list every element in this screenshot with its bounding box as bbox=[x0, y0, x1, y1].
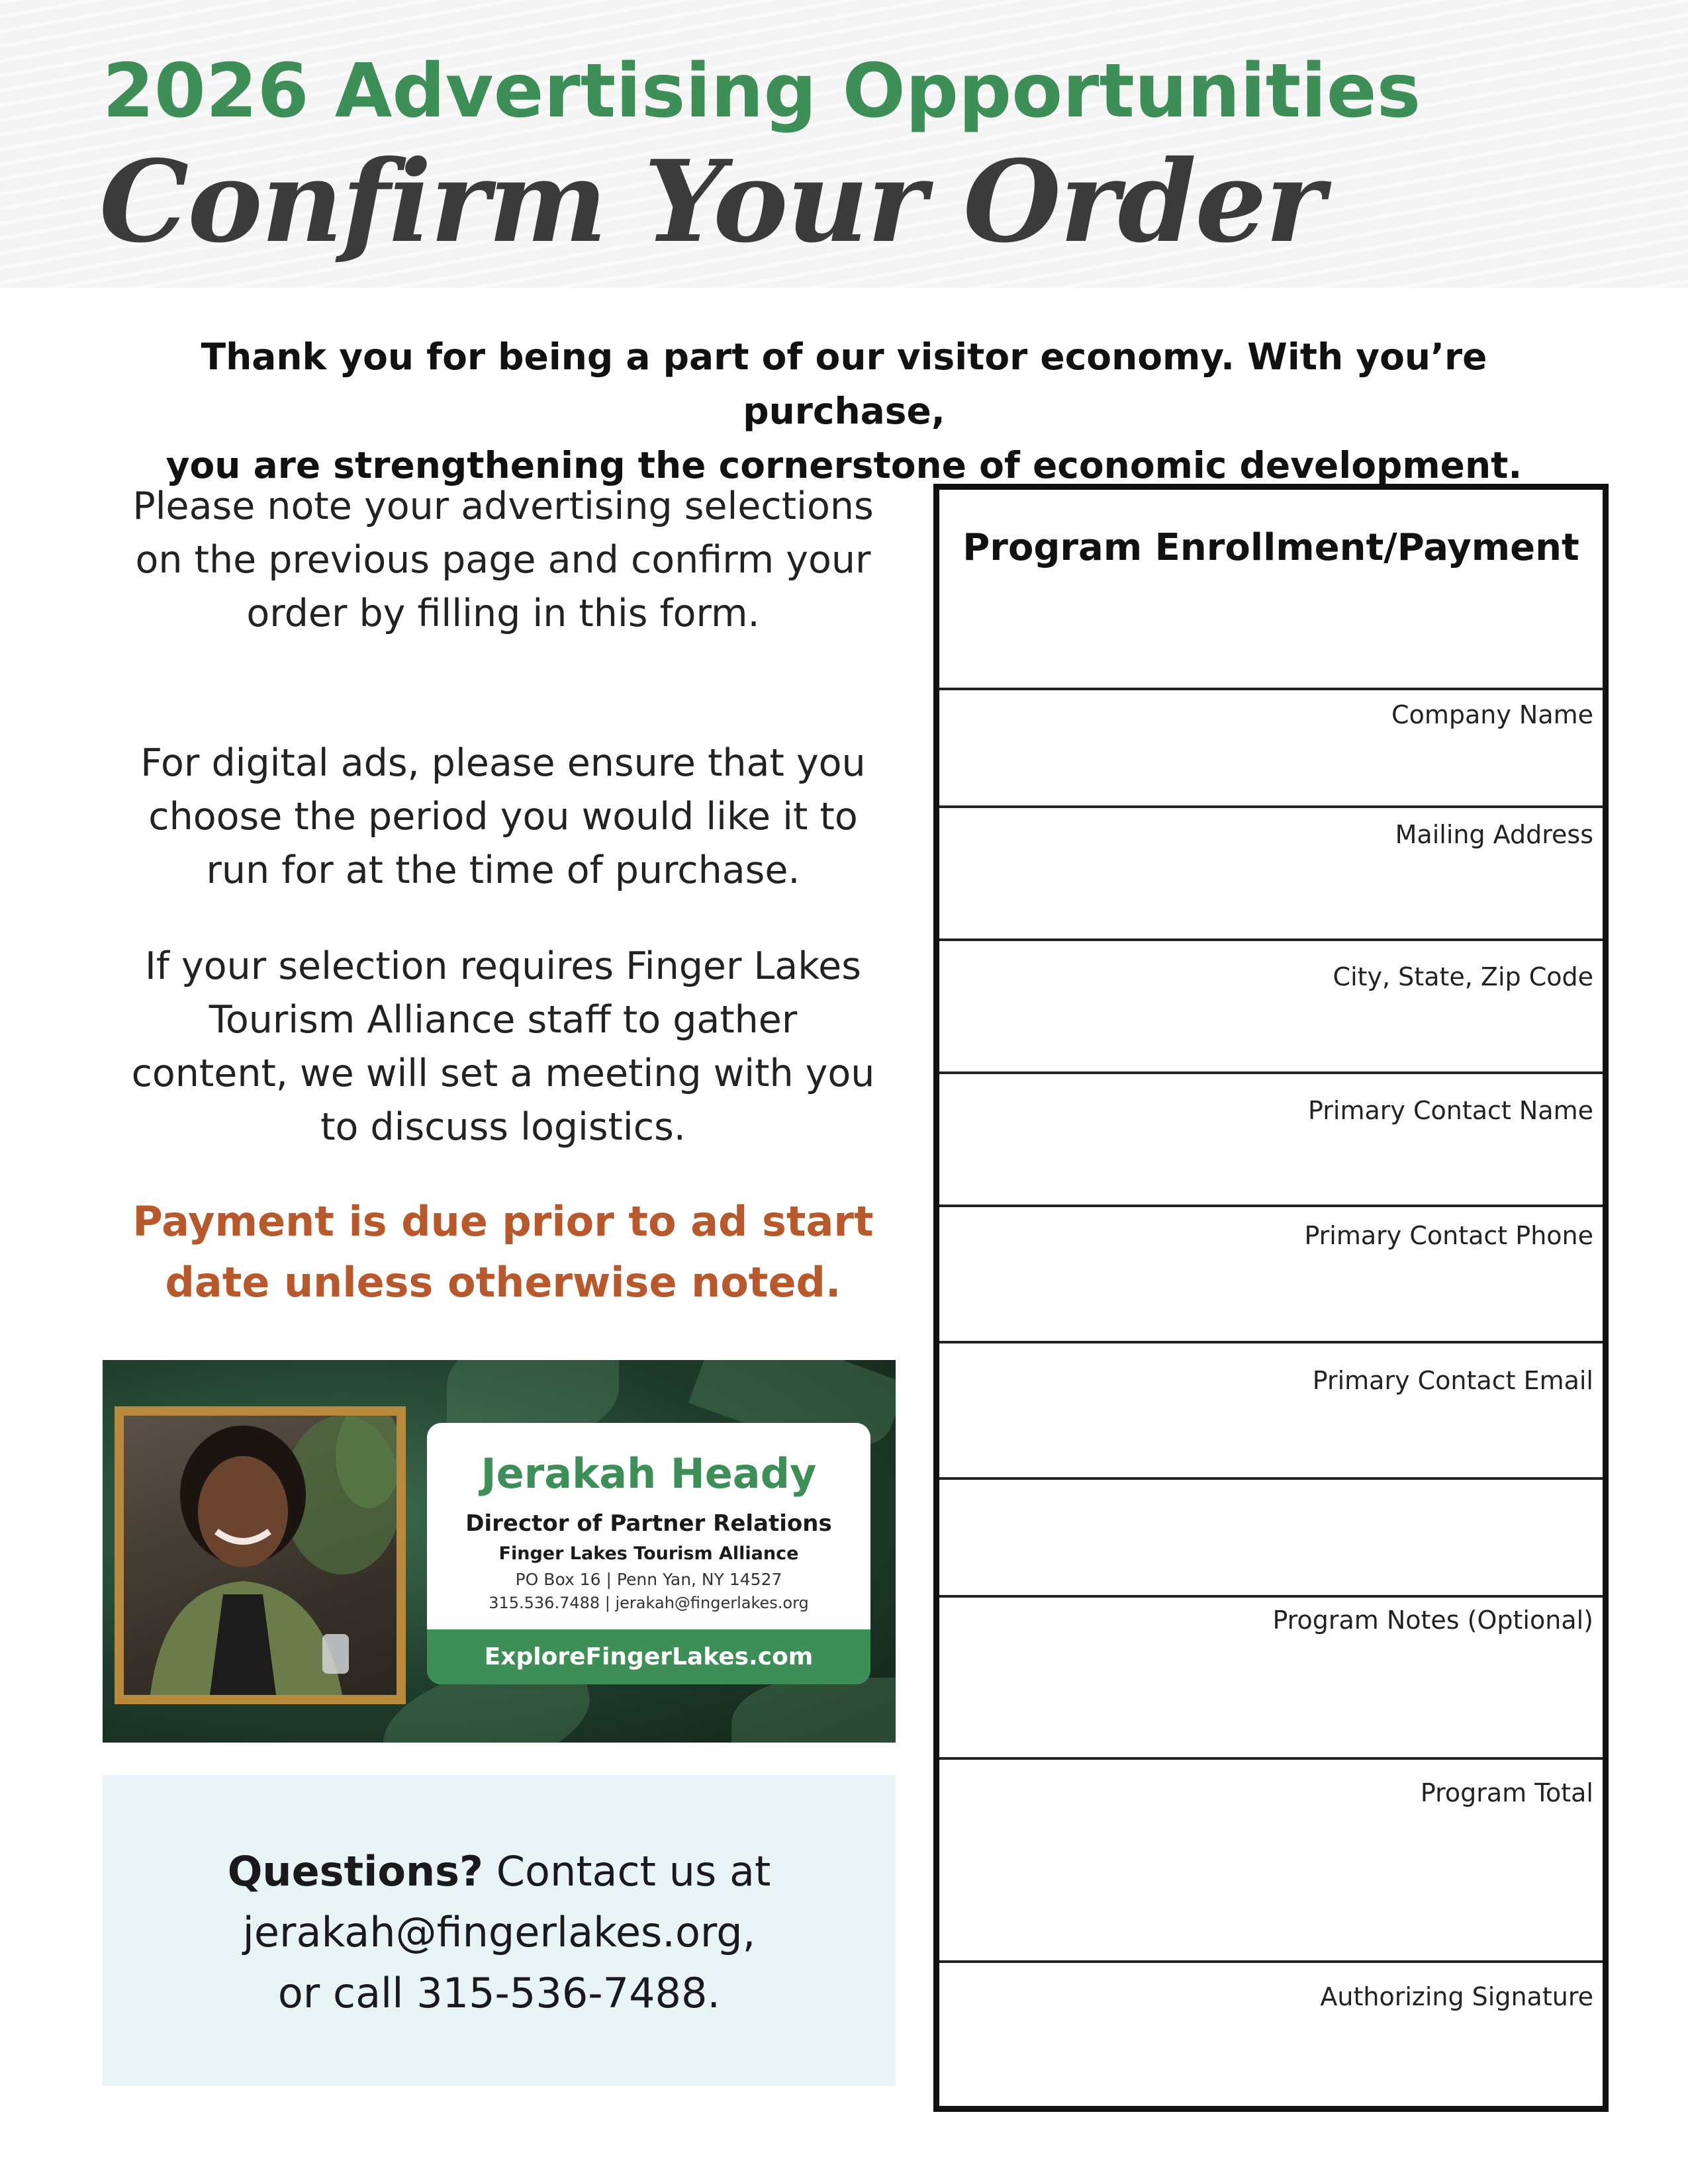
form-field-mailing-address[interactable]: Mailing Address bbox=[1395, 820, 1593, 849]
form-title: Program Enrollment/Payment bbox=[962, 526, 1579, 569]
questions-lead: Questions? bbox=[227, 1847, 484, 1895]
form-field-primary-contact-phone[interactable]: Primary Contact Phone bbox=[1304, 1221, 1593, 1250]
enrollment-form bbox=[933, 484, 1609, 2112]
contact-phone-email: 315.536.7488 | jerakah@fingerlakes.org bbox=[489, 1594, 809, 1612]
instructions-text: For digital ads, please ensure that you choose the period you would like it to run for at the time of purchase. bbox=[140, 741, 866, 892]
questions-rest: Contact us at bbox=[483, 1847, 771, 1895]
intro-line: Thank you for being a part of our visitor economy. With you’re purchase, bbox=[201, 336, 1487, 432]
form-divider bbox=[939, 805, 1603, 808]
form-field-primary-contact-name[interactable]: Primary Contact Name bbox=[1308, 1096, 1593, 1125]
questions-box bbox=[103, 1775, 896, 2086]
contact-address: PO Box 16 | Penn Yan, NY 14527 bbox=[515, 1570, 782, 1589]
portrait-illustration bbox=[124, 1416, 397, 1695]
form-divider bbox=[939, 1071, 1603, 1074]
form-divider bbox=[939, 938, 1603, 941]
questions-phone: or call 315-536-7488. bbox=[277, 1969, 721, 2017]
form-divider bbox=[939, 1341, 1603, 1343]
form-field-authorizing-signature[interactable]: Authorizing Signature bbox=[1320, 1982, 1593, 2011]
instructions-paragraph bbox=[126, 480, 880, 641]
page-header bbox=[0, 0, 1688, 288]
form-divider bbox=[939, 1960, 1603, 1963]
form-field-program-total[interactable]: Program Total bbox=[1420, 1778, 1593, 1807]
intro-text bbox=[103, 330, 1585, 492]
form-divider bbox=[939, 1477, 1603, 1480]
contact-info-card bbox=[427, 1423, 870, 1684]
form-divider bbox=[939, 1757, 1603, 1760]
instructions-paragraph bbox=[126, 940, 880, 1154]
leaf-decoration bbox=[731, 1678, 896, 1743]
contact-role: Director of Partner Relations bbox=[465, 1510, 832, 1537]
payment-notice: Payment is due prior to ad start date unless otherwise noted. bbox=[132, 1197, 874, 1306]
form-field-program-notes[interactable]: Program Notes (Optional) bbox=[1272, 1606, 1593, 1635]
form-field-company-name[interactable]: Company Name bbox=[1391, 700, 1593, 729]
form-divider bbox=[939, 1205, 1603, 1207]
page-subtitle: Confirm Your Order bbox=[99, 136, 1324, 268]
form-field-primary-contact-email[interactable]: Primary Contact Email bbox=[1312, 1366, 1593, 1395]
intro-line: you are strengthening the cornerstone of economic development. bbox=[165, 444, 1523, 486]
contact-organization: Finger Lakes Tourism Alliance bbox=[498, 1543, 799, 1564]
contact-website[interactable]: ExploreFingerLakes.com bbox=[427, 1629, 870, 1684]
form-divider bbox=[939, 688, 1603, 690]
form-divider bbox=[939, 1595, 1603, 1598]
instructions-paragraph bbox=[126, 737, 880, 897]
instructions-text: If your selection requires Finger Lakes Tourism Alliance staff to gather content, we will set a meeting with you to discuss logistics. bbox=[131, 944, 875, 1149]
page-title: 2026 Advertising Opportunities bbox=[103, 48, 1421, 134]
avatar bbox=[115, 1406, 406, 1704]
contact-card bbox=[103, 1360, 896, 1743]
form-field-city-state-zip[interactable]: City, State, Zip Code bbox=[1333, 962, 1593, 991]
instructions-text: Please note your advertising selections on the previous page and confirm your order by filling in this form. bbox=[132, 484, 874, 635]
questions-email[interactable]: jerakah@fingerlakes.org, bbox=[242, 1908, 756, 1956]
contact-name: Jerakah Heady bbox=[481, 1449, 817, 1498]
questions-line bbox=[103, 1841, 896, 1902]
